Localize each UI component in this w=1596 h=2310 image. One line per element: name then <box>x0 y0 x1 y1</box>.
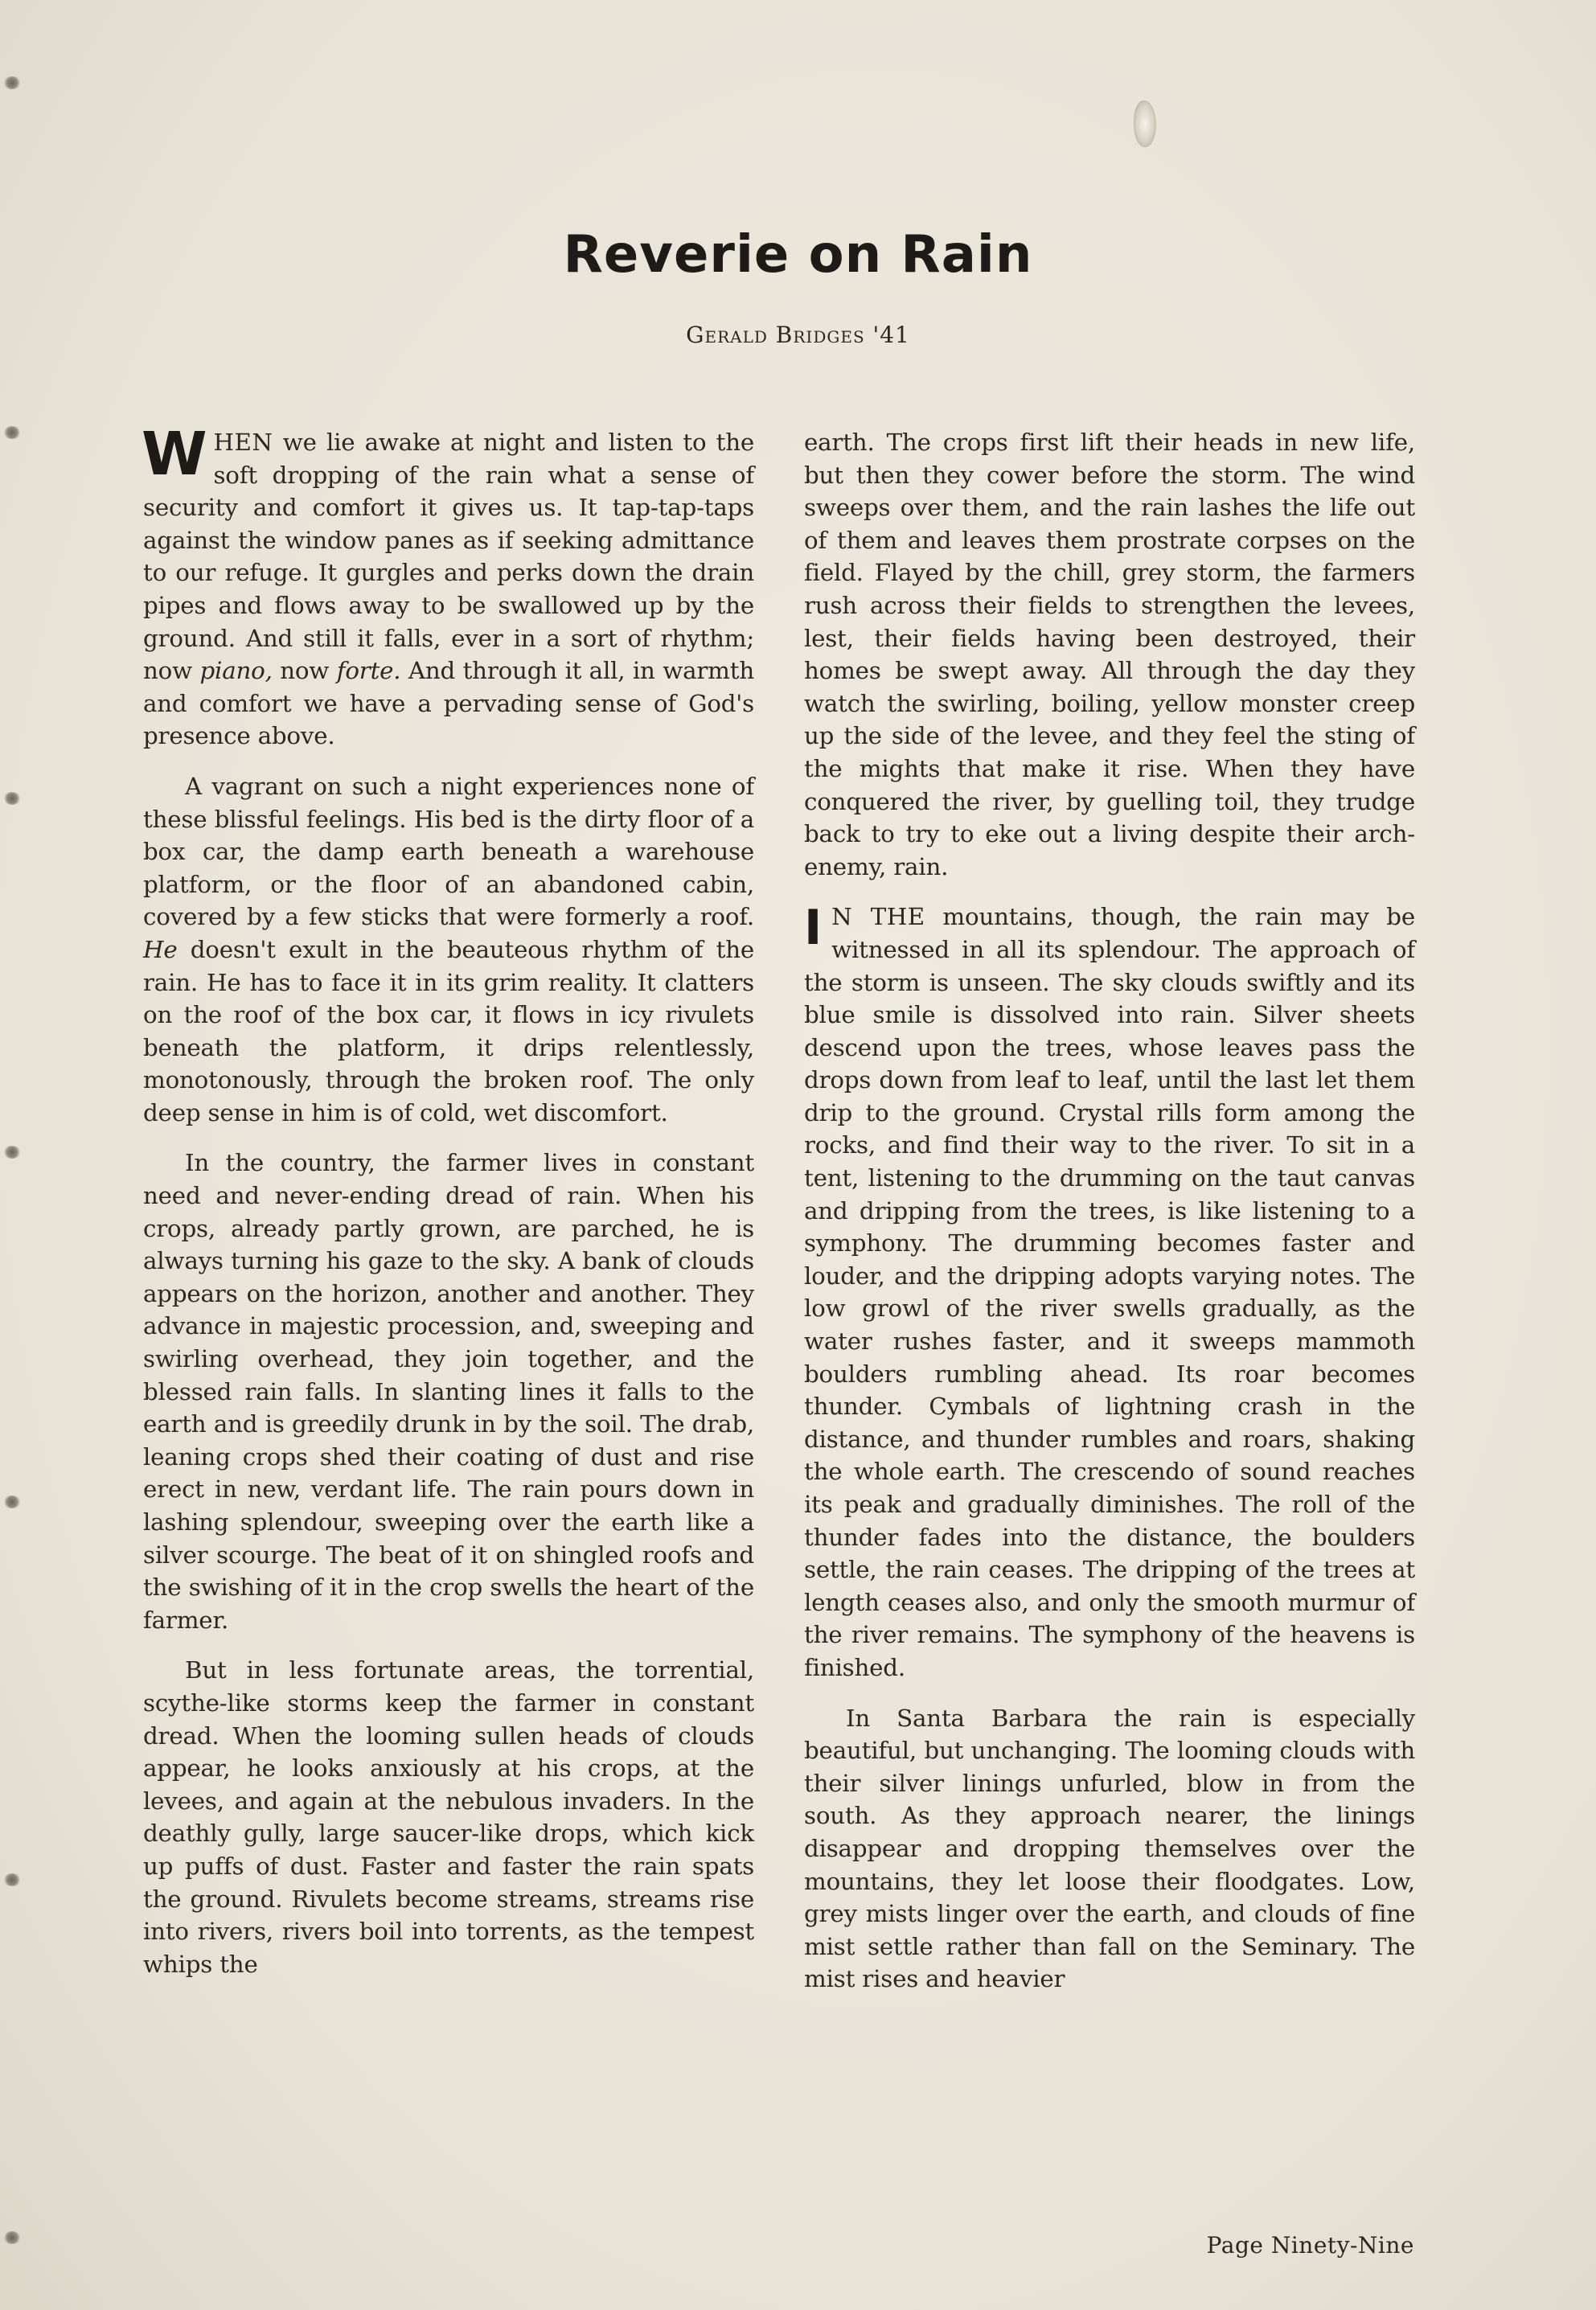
paragraph-text: mountains, though, the rain may be witnessed in all its splendour. The approach of the storm is unseen. The sky clouds swiftly and its blue smile is dissolved into rain. Silver sheets descend upon the trees, whose leaves pass the drops down from leaf to leaf, until the last let them drip to the ground. Crystal rills form among the rocks, and find their way to the river. To sit in a tent, listening to the drumming on the taut canvas and dripping from the trees, is like listening to a symphony. The drumming becomes faster and louder, and the dripping adopts varying notes. The low growl of the river swells gradually, as the water rushes faster, and it sweeps mammoth boulders rumbling ahead. Its roar becomes thunder. Cymbals of lightning crash in the distance, and thunder rumbles and roars, shaking the whole earth. The crescendo of sound reaches its peak and gradually diminishes. The roll of the thunder fades into the distance, the boulders settle, the rain ceases. The dripping of the trees at length ceases also, and only the smooth murmur of the river remains. The symphony of the heavens is finished. <box>804 903 1415 1681</box>
paragraph: In the country, the farmer lives in constant need and never-ending dread of rain. When his crops, already partly grown, are parched, he is always turning his gaze to the sky. A bank of clouds appears on the horizon, another and another. They advance in majestic procession, and, sweeping and swirling overhead, they join together, and the blessed rain falls. In slanting lines it falls to the earth and is greedily drunk in by the soil. The drab, leaning crops shed their coating of dust and rise erect in new, verdant life. The rain pours down in lashing splendour, sweeping over the earth like a silver scourge. The beat of it on shingled roofs and the swishing of it in the crop swells the heart of the farmer. <box>143 1149 754 1634</box>
paragraph-text: doesn't exult in the beauteous rhythm of the rain. He has to face it in its grim reality. It clatters on the roof of the box car, it flows in icy rivulets beneath the platform, it drips relentlessly, monotonously, through the broken roof. The only deep sense in him is of cold, wet discomfort. <box>143 935 754 1126</box>
paragraph: But in less fortunate areas, the torrential, scythe-like storms keep the farmer in constant dread. When the looming sullen heads of clouds appear, he looks anxiously at his crops, at the levees, and again at the nebulous invaders. In the deathly gully, large saucer-like drops, which kick up puffs of dust. Faster and faster the rain spats the ground. Rivulets become streams, streams rise into rivers, rivers boil into torrents, as the tempest whips the <box>143 1656 754 1978</box>
italic-term: forte. <box>336 657 401 685</box>
lead-in: N THE <box>831 903 925 931</box>
binding-hole <box>3 792 21 805</box>
paragraph-text: And through it all, in warmth and comfort we have a pervading sense of God's presence above. <box>143 657 754 750</box>
article-title: Reverie on Rain <box>563 225 1033 285</box>
italic-term: piano, <box>199 657 273 685</box>
binding-hole <box>3 426 21 439</box>
binding-hole <box>3 1146 21 1159</box>
paragraph <box>142 420 754 753</box>
paper-blemish <box>1134 101 1156 147</box>
paragraph: In Santa Barbara the rain is especially beautiful, but unchanging. The looming clouds with their silver linings unfurled, blow in from the south. As they approach nearer, the linings disappear and dropping themselves over the mountains, they let loose their floodgates. Low, grey mists linger over the earth, and clouds of fine mist settle rather than fall on the Seminary. The mist rises and heavier <box>804 1704 1415 1993</box>
binding-hole <box>3 1873 21 1886</box>
article-byline: Gerald Bridges '41 <box>686 322 910 348</box>
lead-in: HEN <box>213 429 273 456</box>
binding-hole <box>3 76 21 89</box>
binding-hole <box>3 2231 21 2244</box>
drop-cap: I <box>804 900 823 957</box>
right-column <box>804 426 1415 2013</box>
left-column <box>142 420 754 1998</box>
binding-hole <box>3 1496 21 1508</box>
italic-term: He <box>143 935 178 963</box>
paragraph-text: now <box>272 657 337 685</box>
paragraph: earth. The crops first lift their heads in new life, but then they cower before the storm. The wind sweeps over them, and the rain lashes the life out of them and leaves them prostrate corpses on the field. Flayed by the chill, grey storm, the farmers rush across their fields to strengthen the levees, lest, their fields having been destroyed, their homes be swept away. All through the day they watch the swirling, boiling, yellow monster creep up the side of the levee, and they feel the sting of the mights that make it rise. When they have conquered the river, by guelling toil, they trudge back to try to eke out a living despite their arch-enemy, rain. <box>804 429 1415 880</box>
paragraph <box>804 901 1415 1684</box>
paragraph-text: we lie awake at night and listen to the soft dropping of the rain what a sense of security and comfort it gives us. It tap-tap-taps against the window panes as if seeking admittance to our refuge. It gurgles and perks down the drain pipes and flows away to be swallowed up by the ground. And still it falls, ever in a sort of rhythm; now <box>143 429 754 685</box>
paragraph-text: A vagrant on such a night experiences none of these blissful feelings. His bed is the dirty floor of a box car, the damp earth beneath a warehouse platform, or the floor of an abandoned cabin, covered by a few sticks that were formerly a roof. <box>143 772 754 931</box>
drop-cap: W <box>142 420 207 489</box>
paragraph <box>143 770 754 1130</box>
page-number: Page Ninety-Nine <box>1206 2232 1414 2259</box>
